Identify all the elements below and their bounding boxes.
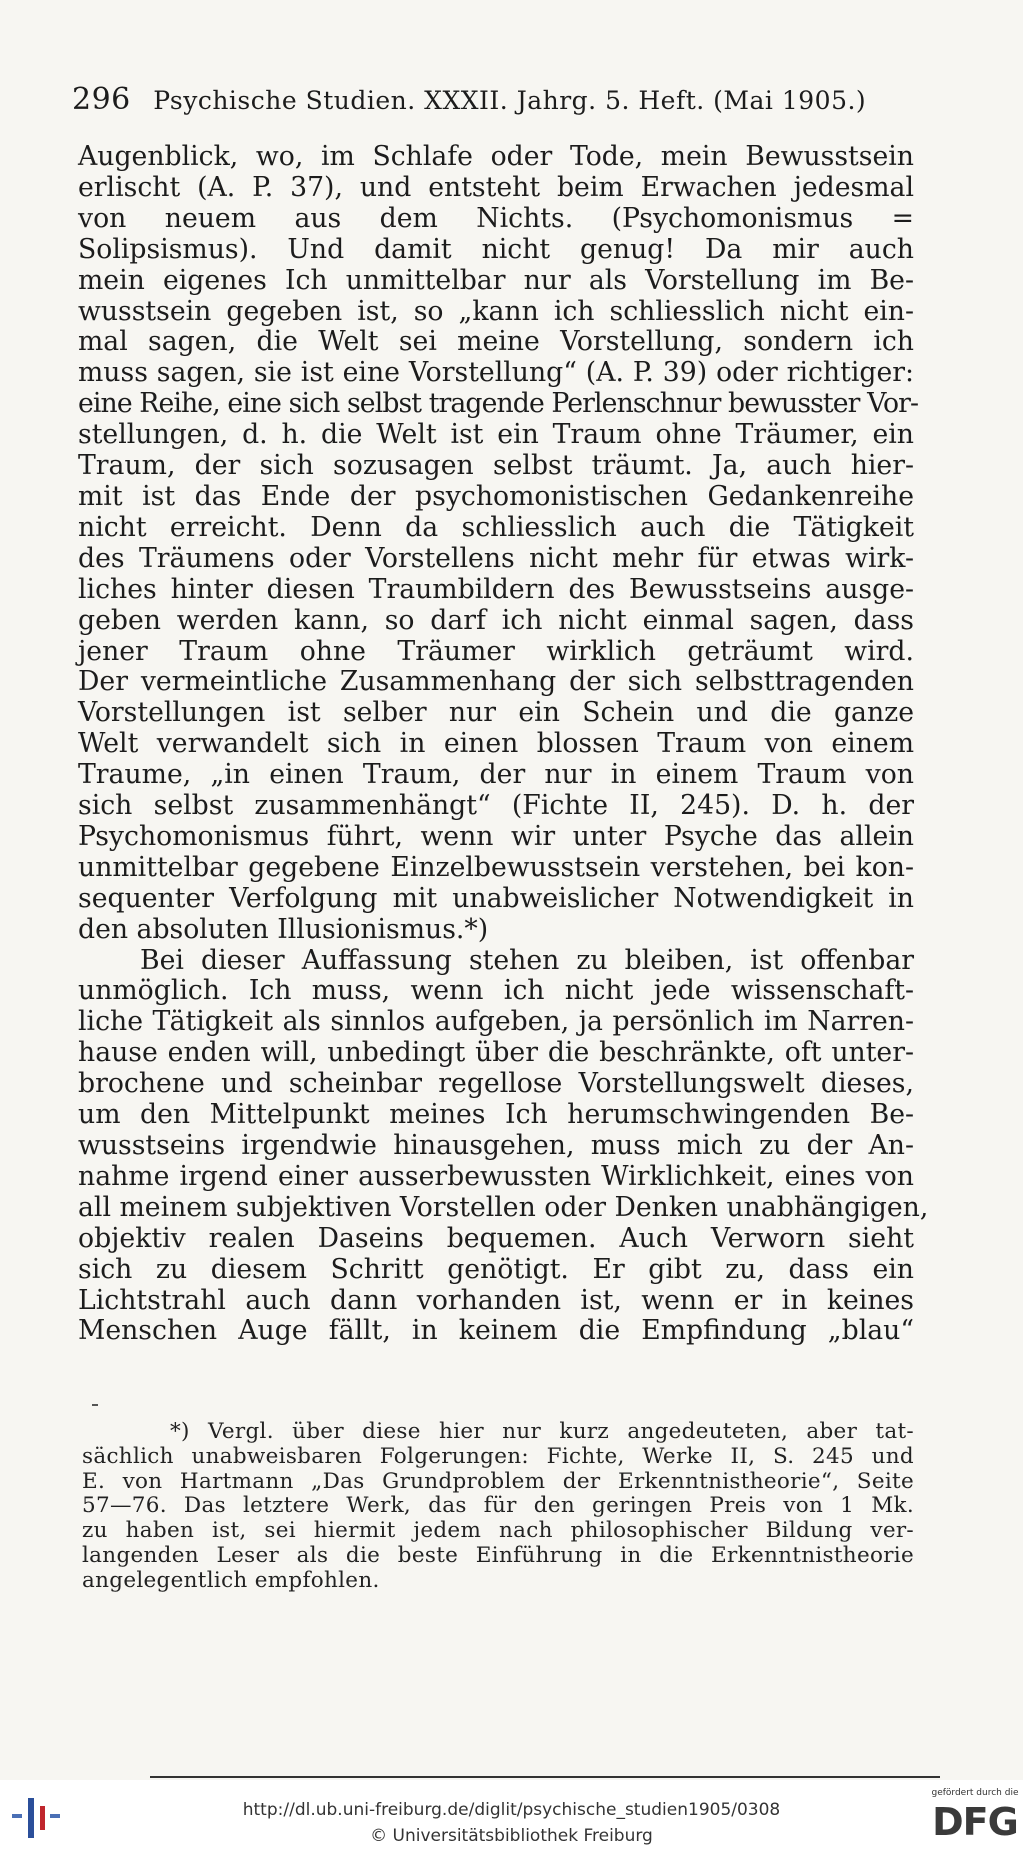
text-line: jener Traum ohne Träumer wirklich geträumt wird. [78,635,914,667]
text-line: Bei dieser Auffassung stehen zu bleiben, ist offenbar [140,944,914,976]
footnote-line: *) Vergl. über diese hier nur kurz angedeuteten, aber tat- [170,1419,914,1444]
text-line: nahme irgend einer ausserbewussten Wirklichkeit, eines von [78,1160,914,1192]
footnote [82,1420,914,1594]
text-line: unmittelbar gegebene Einzelbewusstsein verstehen, bei kon- [78,851,914,883]
paragraph-1 [78,141,919,946]
page-number: 296 [72,82,131,117]
text-line: eine Reihe, eine sich selbst tragende Perlenschnur bewusster Vor- [78,388,919,420]
footnote-line: sächlich unabweisbaren Folgerungen: Fichte, Werke II, S. 245 und [82,1443,914,1469]
footer-bar [0,1780,1023,1853]
paragraph-2 [78,944,929,1348]
dfg-logo [930,1788,1020,1850]
text-line: Welt verwandelt sich in einen blossen Traum von einem [78,728,914,760]
text-line: mal sagen, die Welt sei meine Vorstellung, sondern ich [78,326,914,358]
text-line: um den Mittelpunkt meines Ich herumschwingenden Be- [78,1099,914,1131]
text-line: geben werden kann, so darf ich nicht einmal sagen, dass [78,604,914,636]
text-line: von neuem aus dem Nichts. (Psychomonismus = [78,202,914,234]
text-line: muss sagen, sie ist eine Vorstellung“ (A. P. 39) oder richtiger: [78,357,914,389]
footnote-line: E. von Hartmann „Das Grundproblem der Erkenntnistheorie“, Seite [82,1468,914,1494]
source-url[interactable]: http://dl.ub.uni-freiburg.de/diglit/psychische_studien1905/0308 [242,1800,781,1820]
text-line: des Träumens oder Vorstellens nicht mehr für etwas wirk- [78,542,914,574]
text-line: all meinem subjektiven Vorstellen oder Denken unabhängigen, [78,1191,929,1223]
text-line: objektiv realen Daseins bequemen. Auch Verworn sieht [78,1222,914,1254]
dfg-tagline: gefördert durch die [931,1788,1019,1798]
footnote-separator [92,1404,98,1406]
text-line: nicht erreicht. Denn da schliesslich auch die Tätigkeit [78,511,914,543]
text-line: Traum, der sich sozusagen selbst träumt. Ja, auch hier- [78,450,914,482]
text-line: Vorstellungen ist selber nur ein Schein und die ganze [78,697,914,729]
text-line: Solipsismus). Und damit nicht genug! Da mir auch [78,233,914,265]
text-line: sich zu diesem Schritt genötigt. Er gibt zu, dass ein [78,1253,914,1285]
text-line: Der vermeintliche Zusammenhang der sich selbsttragenden [78,666,914,698]
running-title: Psychische Studien. XXXII. Jahrg. 5. Heft. (Mai 1905.) [153,86,867,115]
text-line: mit ist das Ende der psychomonistischen Gedankenreihe [78,480,914,512]
text-line: sequenter Verfolgung mit unabweislicher Notwendigkeit in [78,882,914,914]
footnote-line: 57—76. Das letztere Werk, das für den geringen Preis von 1 Mk. [82,1493,914,1519]
text-line: brochene und scheinbar regellose Vorstellungswelt dieses, [78,1068,914,1100]
dfg-logo-text: DFG [932,1800,1018,1844]
page-bottom-line [150,1776,940,1778]
text-line: hause enden will, unbedingt über die beschränkte, oft unter- [78,1037,914,1069]
text-line: den absoluten Illusionismus.*) [78,913,489,945]
footnote-line: angelegentlich empfohlen. [82,1567,380,1593]
text-line: erlischt (A. P. 37), und entsteht beim Erwachen jedesmal [78,171,914,203]
text-line: wusstseins irgendwie hinausgehen, muss mich zu der An- [78,1130,914,1161]
text-line: unmöglich. Ich muss, wenn ich nicht jede wissenschaft- [78,975,914,1007]
text-line: Psychomonismus führt, wenn wir unter Psyche das allein [78,820,914,852]
copyright-notice: © Universitätsbibliothek Freiburg [370,1826,653,1846]
running-header [72,82,952,117]
footnote-line: langenden Leser als die beste Einführung in die Erkenntnistheorie [82,1542,914,1568]
footnote-line: zu haben ist, sei hiermit jedem nach philosophischer Bildung ver- [82,1518,914,1544]
text-line: Traume, „in einen Traum, der nur in einem Traum von [78,759,914,791]
text-line: wusstsein gegeben ist, so „kann ich schliesslich nicht ein- [78,295,914,327]
text-line: sich selbst zusammenhängt“ (Fichte II, 245). D. h. der [78,790,914,822]
text-line: Menschen Auge fällt, in keinem die Empfindung „blau“ [78,1315,914,1347]
text-line: mein eigenes Ich unmittelbar nur als Vorstellung im Be- [78,264,914,296]
text-line: liches hinter diesen Traumbildern des Bewusstseins ausge- [78,573,914,605]
text-line: Lichtstrahl auch dann vorhanden ist, wenn er in keines [78,1284,914,1316]
text-line: Augenblick, wo, im Schlafe oder Tode, mein Bewusstsein [78,141,914,172]
text-line: stellungen, d. h. die Welt ist ein Traum ohne Träumer, ein [78,419,914,451]
text-line: liche Tätigkeit als sinnlos aufgeben, ja persönlich im Narren- [78,1006,914,1038]
body-text [78,141,929,1347]
